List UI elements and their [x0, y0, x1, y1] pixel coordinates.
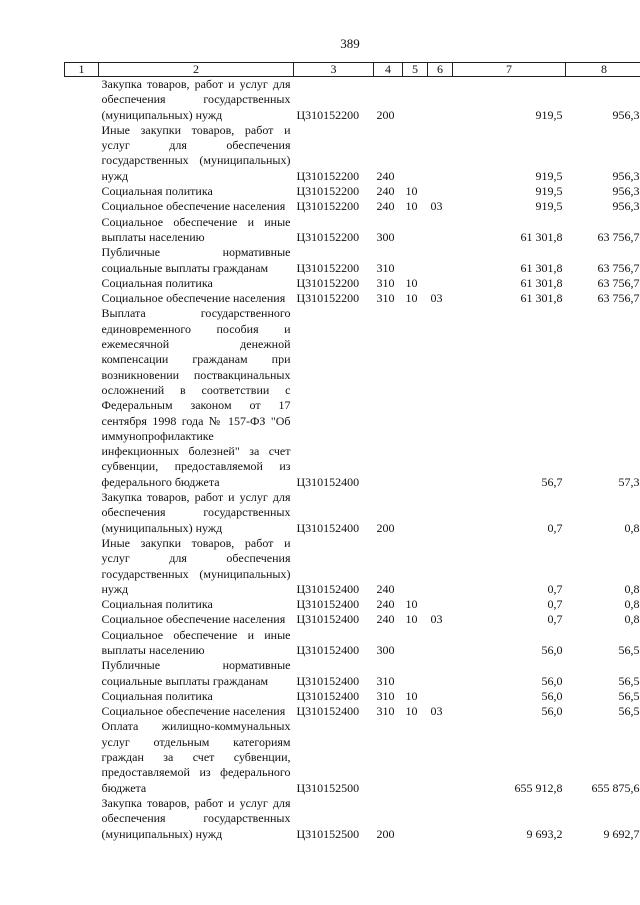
table-row: [65, 276, 640, 291]
table-row: [65, 536, 640, 597]
amount-year1-cell: 9 693,2: [526, 826, 563, 841]
table-row: [65, 704, 640, 719]
table-row: [65, 658, 640, 689]
section-cell: [403, 719, 428, 795]
amount-year1-cell: 0,7: [547, 520, 563, 535]
amount-year2-cell: 56,5: [618, 642, 640, 657]
target-code-cell: Ц310152400: [296, 474, 360, 489]
expense-type-cell: [374, 719, 403, 795]
row-index-cell: [65, 199, 99, 214]
subsection-cell: [428, 184, 453, 199]
item-name-cell: Закупка товаров, работ и услуг для обеспечения государственных (муниципальных) нужд: [101, 490, 291, 535]
amount-year1-cell: 56,0: [541, 688, 563, 703]
section-cell: [403, 245, 428, 276]
item-name-cell: Социальное обеспечение населения: [101, 704, 286, 719]
amount-year2-cell: 956,3: [612, 184, 640, 199]
section-cell: [403, 796, 428, 842]
amount-year2-cell: 63 756,7: [597, 229, 640, 244]
table-row: [65, 245, 640, 276]
section-cell: [403, 490, 428, 536]
expense-type-cell: [374, 306, 403, 490]
amount-year2-cell: 63 756,7: [597, 275, 640, 290]
budget-table: [64, 62, 640, 842]
table-row: [65, 719, 640, 795]
subsection-cell: [428, 689, 453, 704]
expense-type-cell: 310: [376, 291, 395, 306]
expense-type-cell: 310: [376, 688, 395, 703]
expense-type-cell: 240: [376, 612, 395, 627]
amount-year2-cell: 0,8: [624, 581, 640, 596]
amount-year2-cell: 956,3: [612, 199, 640, 214]
amount-year1-cell: 655 912,8: [514, 780, 563, 795]
expense-type-cell: 310: [376, 260, 395, 275]
subsection-cell: [428, 536, 453, 597]
target-code-cell: Ц310152400: [296, 688, 360, 703]
row-index-cell: [65, 597, 99, 612]
item-name-cell: Социальное обеспечение и иные выплаты населению: [101, 627, 291, 657]
amount-year1-cell: 61 301,8: [520, 275, 563, 290]
target-code-cell: Ц310152200: [296, 184, 360, 199]
item-name-cell: Социальное обеспечение населения: [101, 199, 286, 214]
amount-year2-cell: 63 756,7: [597, 291, 640, 306]
item-name-cell: Социальная политика: [101, 597, 213, 612]
target-code-cell: Ц310152400: [296, 642, 360, 657]
table-row: [65, 184, 640, 199]
amount-year2-cell: 63 756,7: [597, 260, 640, 275]
header-col-6: 6: [428, 63, 453, 77]
item-name-cell: Иные закупки товаров, работ и услуг для обеспечения государственных (муниципальных) нужд: [101, 122, 291, 183]
item-name-cell: Социальное обеспечение населения: [101, 291, 286, 306]
table-row: [65, 199, 640, 214]
amount-year1-cell: 0,7: [547, 612, 563, 627]
section-cell: 10: [405, 597, 418, 612]
amount-year2-cell: 9 692,7: [603, 826, 640, 841]
target-code-cell: Ц310152400: [296, 673, 360, 688]
section-cell: 10: [405, 291, 418, 306]
amount-year2-cell: 655 875,6: [591, 780, 640, 795]
row-index-cell: [65, 276, 99, 291]
table-row: [65, 291, 640, 306]
expense-type-cell: 300: [376, 229, 395, 244]
target-code-cell: Ц310152400: [296, 520, 360, 535]
amount-year1-cell: 0,7: [547, 597, 563, 612]
header-col-7: 7: [453, 63, 566, 77]
row-index-cell: [65, 536, 99, 597]
subsection-cell: [428, 276, 453, 291]
subsection-cell: [428, 215, 453, 246]
item-name-cell: Закупка товаров, работ и услуг для обеспечения государственных (муниципальных) нужд: [101, 795, 291, 841]
expense-type-cell: 310: [376, 704, 395, 719]
amount-year1-cell: 56,0: [541, 642, 563, 657]
header-row: [65, 63, 640, 77]
expense-type-cell: 310: [376, 673, 395, 688]
row-index-cell: [65, 658, 99, 689]
item-name-cell: Социальное обеспечение и иные выплаты населению: [101, 214, 291, 244]
row-index-cell: [65, 184, 99, 199]
target-code-cell: Ц310152500: [296, 780, 360, 795]
amount-year2-cell: 56,5: [618, 673, 640, 688]
amount-year1-cell: 56,0: [541, 704, 563, 719]
amount-year1-cell: 919,5: [535, 199, 563, 214]
row-index-cell: [65, 704, 99, 719]
item-name-cell: Выплата государственного единовременного пособия и ежемесячной денежной компенсации гражданам при возникновении поствакцинальных осложнений в соответствии с Федеральным законом от 17 сентября 1998 года № 157-ФЗ "Об иммунопрофилактике инфекционных болезней" за счет субвенции, предоставляемой из федерального бюджета: [101, 306, 291, 489]
amount-year1-cell: 61 301,8: [520, 260, 563, 275]
expense-type-cell: 200: [376, 107, 395, 122]
header-col-5: 5: [403, 63, 428, 77]
amount-year2-cell: 0,8: [624, 597, 640, 612]
target-code-cell: Ц310152400: [296, 597, 360, 612]
section-cell: [403, 306, 428, 490]
target-code-cell: Ц310152200: [296, 168, 360, 183]
table-body: [65, 77, 640, 842]
target-code-cell: Ц310152400: [296, 612, 360, 627]
subsection-cell: [428, 490, 453, 536]
header-col-8: 8: [566, 63, 640, 77]
subsection-cell: [428, 628, 453, 659]
section-cell: [403, 123, 428, 184]
subsection-cell: [428, 658, 453, 689]
table-row: [65, 77, 640, 123]
section-cell: [403, 215, 428, 246]
subsection-cell: [428, 796, 453, 842]
item-name-cell: Публичные нормативные социальные выплаты гражданам: [101, 658, 291, 688]
target-code-cell: Ц310152400: [296, 704, 360, 719]
header-col-1: 1: [65, 63, 99, 77]
row-index-cell: [65, 306, 99, 490]
row-index-cell: [65, 77, 99, 123]
section-cell: [403, 536, 428, 597]
subsection-cell: 03: [430, 199, 443, 214]
section-cell: [403, 628, 428, 659]
section-cell: [403, 658, 428, 689]
item-name-cell: Социальная политика: [101, 184, 213, 199]
expense-type-cell: 240: [376, 199, 395, 214]
table-row: [65, 628, 640, 659]
amount-year1-cell: 919,5: [535, 107, 563, 122]
header-col-2: 2: [99, 63, 294, 77]
section-cell: 10: [405, 275, 418, 290]
section-cell: [403, 77, 428, 123]
subsection-cell: [428, 306, 453, 490]
target-code-cell: Ц310152500: [296, 826, 360, 841]
expense-type-cell: 240: [376, 184, 395, 199]
header-col-4: 4: [374, 63, 403, 77]
target-code-cell: Ц310152200: [296, 229, 360, 244]
amount-year2-cell: 56,5: [618, 688, 640, 703]
target-code-cell: Ц310152200: [296, 291, 360, 306]
subsection-cell: [428, 77, 453, 123]
row-index-cell: [65, 628, 99, 659]
subsection-cell: [428, 245, 453, 276]
section-cell: 10: [405, 184, 418, 199]
table-row: [65, 796, 640, 842]
target-code-cell: Ц310152200: [296, 260, 360, 275]
target-code-cell: Ц310152400: [296, 581, 360, 596]
row-index-cell: [65, 291, 99, 306]
table-row: [65, 612, 640, 627]
amount-year2-cell: 0,8: [624, 612, 640, 627]
expense-type-cell: 200: [376, 826, 395, 841]
table-row: [65, 597, 640, 612]
amount-year2-cell: 57,3: [618, 474, 640, 489]
subsection-cell: 03: [430, 612, 443, 627]
section-cell: 10: [405, 612, 418, 627]
table-row: [65, 123, 640, 184]
table-header: [65, 63, 640, 77]
table-row: [65, 306, 640, 490]
target-code-cell: Ц310152200: [296, 199, 360, 214]
row-index-cell: [65, 689, 99, 704]
subsection-cell: 03: [430, 291, 443, 306]
section-cell: 10: [405, 704, 418, 719]
expense-type-cell: 200: [376, 520, 395, 535]
row-index-cell: [65, 719, 99, 795]
subsection-cell: [428, 719, 453, 795]
amount-year1-cell: 919,5: [535, 168, 563, 183]
subsection-cell: 03: [430, 704, 443, 719]
section-cell: 10: [405, 688, 418, 703]
item-name-cell: Социальное обеспечение населения: [101, 612, 286, 627]
amount-year1-cell: 0,7: [547, 581, 563, 596]
table-row: [65, 689, 640, 704]
amount-year1-cell: 61 301,8: [520, 291, 563, 306]
table-row: [65, 490, 640, 536]
subsection-cell: [428, 123, 453, 184]
amount-year2-cell: 0,8: [624, 520, 640, 535]
target-code-cell: Ц310152200: [296, 107, 360, 122]
item-name-cell: Иные закупки товаров, работ и услуг для обеспечения государственных (муниципальных) нужд: [101, 535, 291, 596]
amount-year2-cell: 956,3: [612, 107, 640, 122]
expense-type-cell: 240: [376, 168, 395, 183]
expense-type-cell: 310: [376, 275, 395, 290]
item-name-cell: Социальная политика: [101, 688, 213, 703]
expense-type-cell: 240: [376, 581, 395, 596]
row-index-cell: [65, 490, 99, 536]
section-cell: 10: [405, 199, 418, 214]
item-name-cell: Социальная политика: [101, 275, 213, 290]
row-index-cell: [65, 612, 99, 627]
target-code-cell: Ц310152200: [296, 275, 360, 290]
amount-year2-cell: 956,3: [612, 168, 640, 183]
expense-type-cell: 300: [376, 642, 395, 657]
amount-year1-cell: 919,5: [535, 184, 563, 199]
row-index-cell: [65, 796, 99, 842]
item-name-cell: Публичные нормативные социальные выплаты гражданам: [101, 245, 291, 275]
page-number: 389: [340, 36, 360, 51]
expense-type-cell: 240: [376, 597, 395, 612]
row-index-cell: [65, 245, 99, 276]
item-name-cell: Оплата жилищно-коммунальных услуг отдельным категориям граждан за счет субвенции, предоставляемой из федерального бюджета: [101, 719, 291, 795]
amount-year1-cell: 56,7: [541, 474, 563, 489]
row-index-cell: [65, 215, 99, 246]
header-col-3: 3: [294, 63, 374, 77]
row-index-cell: [65, 123, 99, 184]
item-name-cell: Закупка товаров, работ и услуг для обеспечения государственных (муниципальных) нужд: [101, 77, 291, 122]
amount-year2-cell: 56,5: [618, 704, 640, 719]
amount-year1-cell: 61 301,8: [520, 229, 563, 244]
table-row: [65, 215, 640, 246]
subsection-cell: [428, 597, 453, 612]
amount-year1-cell: 56,0: [541, 673, 563, 688]
